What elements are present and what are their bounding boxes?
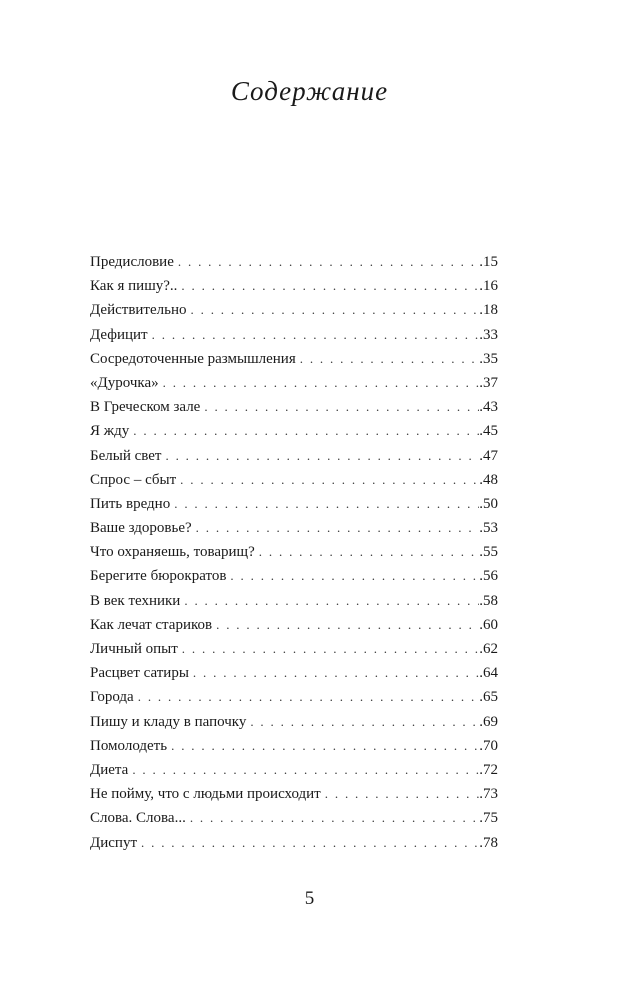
- toc-entry-page: .78: [479, 834, 498, 851]
- toc-entry-page: .48: [479, 471, 498, 488]
- toc-leader-dots: [250, 710, 479, 734]
- toc-entry-page: .58: [479, 592, 498, 609]
- toc-entry-title: Помолодеть: [90, 737, 168, 754]
- toc-leader-dots: [191, 298, 480, 322]
- toc-entry-page: .62: [479, 641, 498, 657]
- toc-entry-page: .15: [479, 254, 498, 270]
- toc-entry: [90, 831, 498, 855]
- toc-entry: [90, 734, 498, 758]
- toc-entry-page: .75: [479, 810, 498, 827]
- toc-entry: [90, 371, 498, 395]
- toc-entry-title: Пить вредно: [90, 495, 171, 512]
- toc-entry-title: Берегите бюрократов: [90, 568, 227, 585]
- toc-entry: [90, 782, 498, 806]
- toc-entry-title: Города: [90, 689, 134, 706]
- toc-entry-title: Белый свет: [90, 447, 162, 464]
- toc-leader-dots: [325, 782, 480, 806]
- toc-entry-page: .37: [479, 374, 498, 391]
- toc-entry: [90, 444, 498, 468]
- toc-entry-title: Не пойму, что с людьми происходит: [90, 786, 321, 803]
- table-of-contents: [90, 250, 498, 855]
- toc-entry-title: Расцвет сатиры: [90, 665, 189, 682]
- toc-leader-dots: [190, 806, 479, 830]
- toc-leader-dots: [182, 637, 479, 661]
- toc-entry: [90, 564, 498, 588]
- toc-entry: [90, 298, 498, 322]
- toc-leader-dots: [133, 419, 479, 443]
- toc-leader-dots: [300, 347, 480, 371]
- toc-entry: [90, 347, 498, 371]
- toc-entry-title: Ваше здоровье?: [90, 520, 192, 537]
- toc-leader-dots: [138, 685, 480, 709]
- toc-leader-dots: [196, 516, 480, 540]
- toc-leader-dots: [141, 831, 479, 855]
- toc-entry: [90, 250, 498, 274]
- toc-entry: [90, 758, 498, 782]
- toc-entry-title: Как лечат стариков: [90, 616, 213, 633]
- toc-entry-page: .73: [479, 786, 498, 803]
- toc-entry-page: .50: [479, 495, 498, 512]
- toc-entry: [90, 589, 498, 613]
- toc-entry-page: .72: [479, 761, 498, 778]
- toc-leader-dots: [184, 589, 479, 613]
- toc-entry-title: Дефицит: [90, 326, 148, 343]
- toc-entry: [90, 395, 498, 419]
- toc-entry-page: .65: [479, 689, 498, 706]
- toc-leader-dots: [230, 564, 479, 588]
- toc-entry-page: .70: [479, 737, 498, 754]
- toc-entry-page: .45: [479, 423, 498, 440]
- toc-entry-page: .43: [479, 399, 498, 416]
- toc-entry-title: «Дурочка»: [90, 374, 159, 391]
- toc-entry-page: .33: [479, 326, 498, 343]
- toc-entry-title: Слова. Слова...: [90, 810, 186, 827]
- toc-entry-title: В Греческом зале: [90, 399, 201, 416]
- toc-entry: [90, 323, 498, 347]
- toc-entry: [90, 419, 498, 443]
- toc-entry-title: Как я пишу?..: [90, 278, 178, 295]
- toc-entry: [90, 637, 498, 661]
- toc-entry: [90, 468, 498, 492]
- toc-entry-page: .16: [479, 278, 498, 295]
- toc-entry-title: Что охраняешь, товарищ?: [90, 544, 255, 561]
- page-number: 5: [304, 888, 315, 909]
- toc-leader-dots: [181, 274, 479, 298]
- toc-leader-dots: [259, 540, 479, 564]
- toc-leader-dots: [132, 758, 479, 782]
- toc-entry-page: .60: [479, 616, 498, 633]
- toc-entry: [90, 661, 498, 685]
- toc-entry-title: Диспут: [90, 834, 137, 851]
- toc-entry-page: .35: [479, 350, 498, 367]
- toc-entry-page: .69: [479, 713, 498, 730]
- toc-entry: [90, 492, 498, 516]
- toc-leader-dots: [193, 661, 479, 685]
- toc-entry: [90, 274, 498, 298]
- toc-entry-title: Пишу и кладу в папочку: [90, 713, 247, 730]
- toc-entry: [90, 710, 498, 734]
- toc-leader-dots: [165, 444, 479, 468]
- page-title: Содержание: [230, 76, 389, 106]
- toc-leader-dots: [204, 395, 479, 419]
- toc-entry-title: В век техники: [90, 592, 181, 609]
- toc-leader-dots: [152, 323, 480, 347]
- toc-entry-page: .53: [479, 520, 498, 537]
- toc-entry: [90, 685, 498, 709]
- toc-entry-title: Действительно: [90, 302, 187, 319]
- toc-entry-title: Диета: [90, 761, 129, 778]
- toc-leader-dots: [180, 468, 479, 492]
- toc-entry-page: .47: [479, 447, 498, 464]
- toc-entry-page: .18: [479, 302, 498, 319]
- toc-entry-page: .55: [479, 544, 498, 561]
- toc-entry-title: Личный опыт: [90, 641, 178, 657]
- toc-leader-dots: [171, 734, 479, 758]
- toc-entry-title: Я жду: [90, 423, 130, 440]
- toc-entry-page: .56: [479, 568, 498, 585]
- toc-entry: [90, 613, 498, 637]
- toc-leader-dots: [216, 613, 479, 637]
- toc-leader-dots: [178, 250, 479, 274]
- toc-entry: [90, 806, 498, 830]
- toc-entry: [90, 540, 498, 564]
- toc-entry-title: Сосредоточенные размышления: [90, 350, 296, 367]
- toc-entry: [90, 516, 498, 540]
- toc-entry-title: Предисловие: [90, 254, 174, 270]
- toc-entry-page: .64: [479, 665, 498, 682]
- toc-leader-dots: [174, 492, 479, 516]
- toc-leader-dots: [163, 371, 480, 395]
- toc-entry-title: Спрос – сбыт: [90, 471, 177, 488]
